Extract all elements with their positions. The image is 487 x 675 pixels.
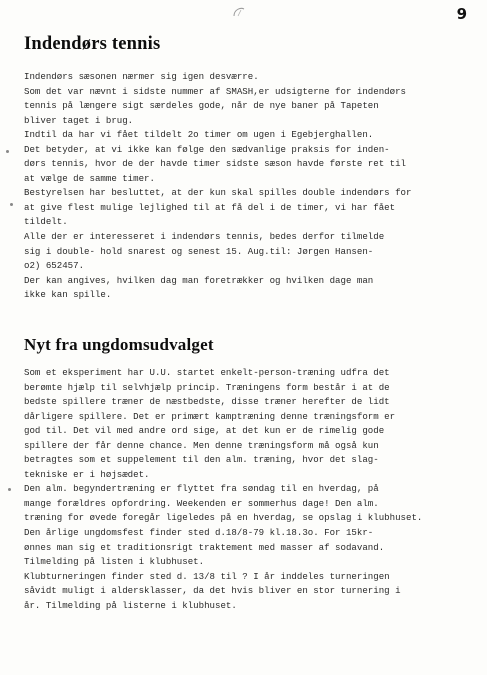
text-line: god til. Det vil med andre ord sige, at det kun er de rimelig gode	[24, 425, 385, 437]
margin-speck	[8, 488, 11, 491]
section-body-youth-committee	[24, 366, 484, 613]
text-line: Den årlige ungdomsfest finder sted d.18/8-79 kl.18.3o. For 15kr-	[24, 527, 374, 539]
text-line: Som et eksperiment har U.U. startet enkelt-person-træning udfra det	[24, 367, 390, 378]
text-line: Tilmelding på listen i klubhuset.	[24, 556, 205, 568]
text-line: sig i double- hold snarest og senest 15. Aug.til: Jørgen Hansen-	[24, 245, 374, 257]
text-line: Bestyrelsen har besluttet, at der kun skal spilles double indendørs for	[24, 187, 412, 199]
page-number: 9	[456, 5, 467, 23]
text-line: ikke kan spille.	[24, 289, 112, 301]
text-line: Indtil da har vi fået tildelt 2o timer om ugen i Egebjerghallen.	[24, 129, 374, 141]
text-line: Klubturneringen finder sted d. 13/8 til ? I år inddeles turneringen	[24, 570, 390, 582]
text-line: Det betyder, at vi ikke kan følge den sædvanlige praksis for inden-	[24, 143, 390, 155]
text-line: Som det var nævnt i sidste nummer af SMASH,er udsigterne for indendørs	[24, 85, 406, 97]
text-line: mange forældres opfordring. Weekenden er sommerhus dage! Den alm.	[24, 497, 379, 509]
text-line: o2) 652457.	[24, 260, 85, 272]
text-line: bliver taget i brug.	[24, 114, 134, 126]
text-line: berømte hjælp til selvhjælp princip. Træningens form består i at de	[24, 381, 390, 393]
text-line: træning for øvede foregår ligeledes på en hverdag, se opslag i klubhuset.	[24, 512, 423, 524]
section-body-indoor-tennis	[24, 70, 484, 303]
text-line: Indendørs sæsonen nærmer sig igen desværre.	[24, 71, 259, 82]
text-line: bedste spillere træner de næstbedste, disse træner herefter de lidt	[24, 396, 390, 408]
text-line: tennis på længere sigt særdeles gode, når de nye baner på Tapeten	[24, 100, 379, 112]
text-line: Den alm. begyndertræning er flyttet fra søndag til en hverdag, på	[24, 483, 379, 495]
margin-speck	[6, 150, 9, 153]
text-line: tildelt.	[24, 216, 68, 228]
margin-speck	[10, 203, 13, 206]
text-line: såvidt muligt i aldersklasser, da det hvis bliver en stor turnering i	[24, 585, 401, 597]
text-line: dørs tennis, hvor de der havde timer sidste sæson havde første ret til	[24, 158, 406, 170]
text-line: at vælge de samme timer.	[24, 172, 155, 184]
text-line: spillere der får denne chance. Men denne træningsform må også kun	[24, 439, 379, 451]
section-title-indoor-tennis: Indendørs tennis	[24, 34, 161, 54]
text-line: Alle der er interesseret i indendørs tennis, bedes derfor tilmelde	[24, 231, 385, 243]
text-line: år. Tilmelding på listerne i klubhuset.	[24, 599, 237, 611]
text-line: at give flest mulige lejlighed til at få del i de timer, vi har fået	[24, 201, 396, 213]
text-line: tekniske er i højsædet.	[24, 468, 150, 480]
text-line: ønnes man sig et traditionsrigt traktement med masser af sodavand.	[24, 541, 385, 553]
text-line: dårligere spillere. Det er primært kamptræning denne træningsform er	[24, 410, 396, 422]
text-line: betragtes som et suppelement til den alm. træning, hvor det slag-	[24, 454, 379, 466]
page-corner-mark	[232, 6, 246, 18]
text-line: Der kan angives, hvilken dag man foretrækker og hvilken dage man	[24, 274, 374, 286]
section-title-youth-committee: Nyt fra ungdomsudvalget	[24, 335, 214, 354]
